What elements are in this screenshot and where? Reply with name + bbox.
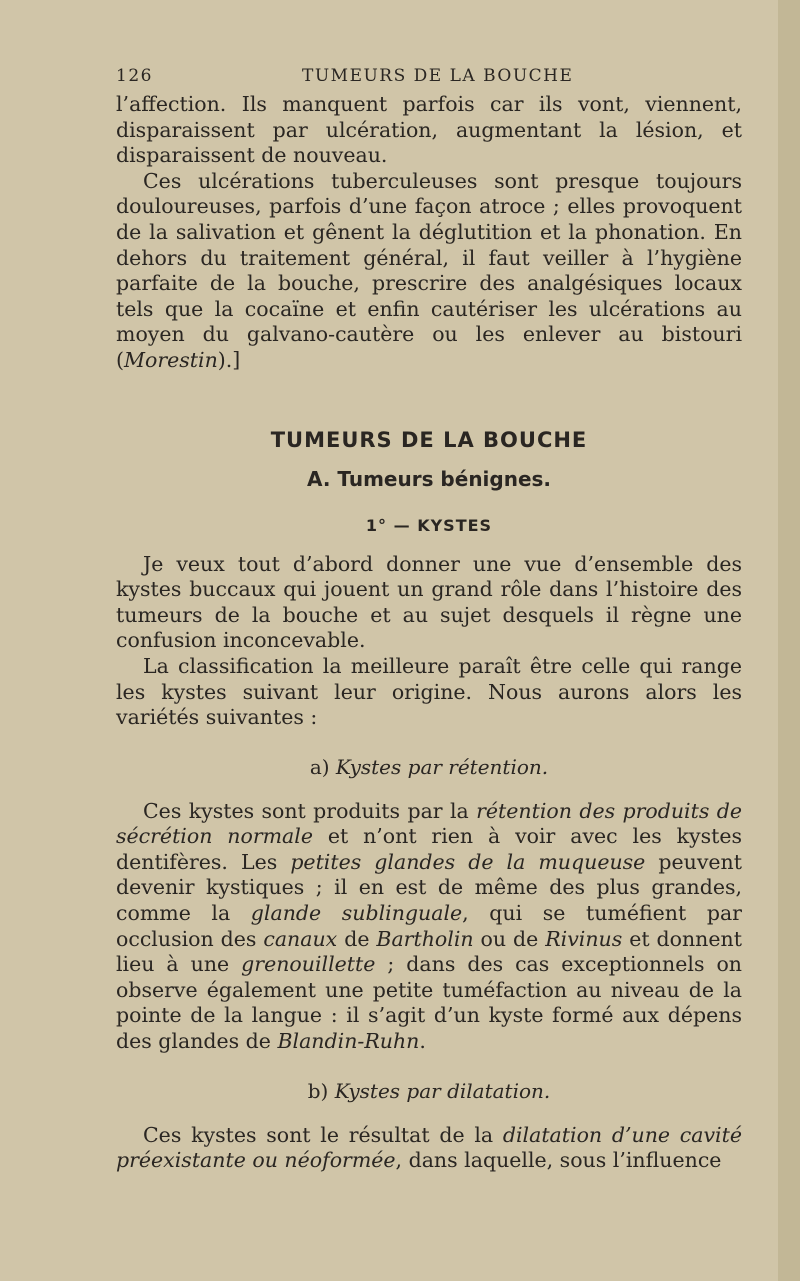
text-run: peuvent devenir kystiques ; il en est de même des plus grandes, comme la [116,849,742,926]
text-run: ; dans des cas exceptionnels on observe également une petite tuméfaction au niveau de la pointe de la langue : il s’agit d’un kyste formé aux dépens des glandes de [116,952,742,1054]
running-title: TUMEURS DE LA BOUCHE [302,66,574,86]
subsection-a-letter: a) [309,754,336,779]
italic-run: glande sublinguale [250,901,463,926]
italic-run: canaux [263,926,338,951]
subsection-b-heading [116,1077,742,1105]
text-run: , qui se tuméfient par occlusion des [116,901,742,951]
author-name: Morestin [124,347,218,372]
paragraph-dilatation [116,1123,742,1174]
subsection-b-title: Kystes par dilatation. [334,1078,551,1103]
paragraph-classification: La classification la meilleure paraît être celle qui range les kystes suivant leur origine. Nous aurons alors les variétés suivantes : [116,653,742,730]
italic-run: rétention des produits de sécrétion normale [116,798,742,849]
subsection-a-title: Kystes par rétention. [335,754,549,779]
body-text [116,92,742,1174]
text-run: Ces kystes sont produits par la [143,798,477,823]
chapter-subtitle: A. Tumeurs bénignes. [306,466,552,491]
section-heading: 1° — KYSTES [365,515,493,535]
paragraph-ulcerations [116,169,742,374]
page-number: 126 [116,66,153,86]
chapter-title: TUMEURS DE LA BOUCHE [270,427,588,452]
italic-run: Blandin-Ruhn [277,1029,420,1054]
text-run: ou de [473,926,546,951]
paragraph-intro: Je veux tout d’abord donner une vue d’ensemble des kystes buccaux qui jouent un grand rôle dans l’histoire des tumeurs de la bouche et au sujet desquels il règne une confusion inconcevable. [116,551,742,653]
italic-run: petites glandes de la muqueuse [290,849,646,874]
text-run: et donnent lieu à une [116,926,742,977]
italic-run: Bartholin [376,926,474,951]
italic-run: grenouillette [241,952,376,977]
text-run: , dans laquelle, sous l’influence [395,1148,722,1173]
paragraph-text: Ces ulcérations tuberculeuses sont presque toujours douloureuses, parfois d’une façon atroce ; elles provoquent de la salivation et gênent la déglutition et la phonation. En dehors du traitement général, il faut veiller à l’hygiène parfaite de la bouche, prescrire des analgésiques locaux tels que la cocaïne et enfin cautériser les ulcérations au moyen du galvano-cautère ou les enlever au bistouri ( [116,168,742,372]
paragraph-retention [116,799,742,1055]
italic-run: dilatation d’une cavité préexistante ou néoformée [116,1122,742,1173]
subsection-b-letter: b) [307,1078,335,1103]
text-run: de [337,926,377,951]
text-run: . [419,1029,426,1054]
italic-run: Rivinus [545,926,623,951]
text-run: et n’ont rien à voir avec les kystes dentifères. Les [116,824,742,874]
subsection-a-heading [116,753,742,781]
paragraph-text-end: ).] [217,347,241,372]
text-run: Ces kystes sont le résultat de la [143,1122,503,1147]
page-edge [778,0,800,1281]
paragraph-continuation: l’affection. Ils manquent parfois car ils vont, viennent, disparaissent par ulcération, augmentant la lésion, et disparaissent de nouveau. [116,92,742,168]
